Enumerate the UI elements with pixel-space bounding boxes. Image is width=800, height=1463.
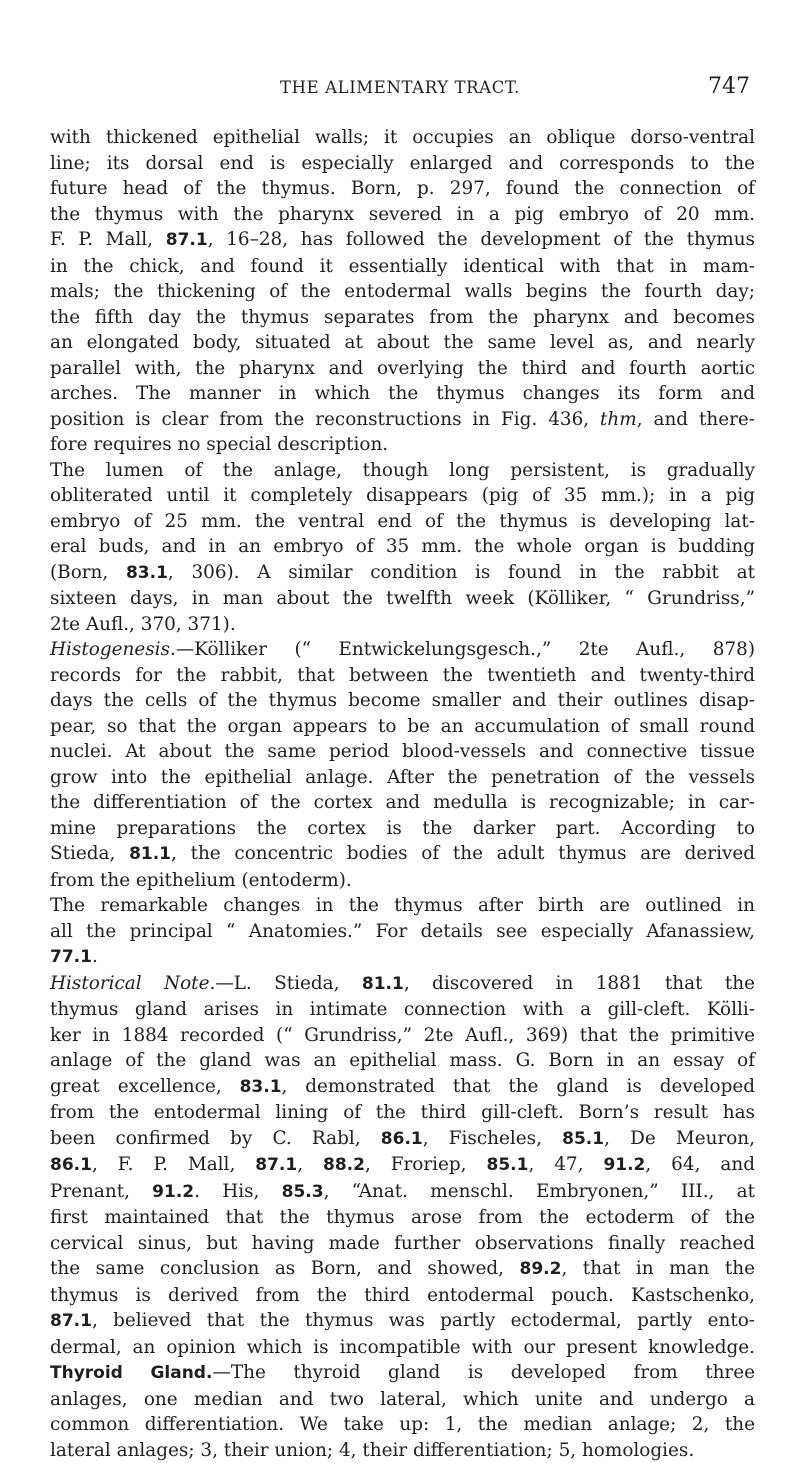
text-run: mine preparations the cortex is the darker part. According to [50,818,755,839]
text-line [50,1283,755,1309]
text-run: fore requires no special description. [50,434,388,455]
citation-ref: 77.1 [50,947,92,967]
text-line [50,125,755,151]
citation-ref: 81.1 [129,844,171,864]
text-run: records for the rabbit, that between the twentieth and twenty-third [50,665,755,686]
text-run: anlages, one median and two lateral, which unite and undergo a [50,1389,755,1410]
text-run: —The thyroid gland is developed from three [212,1362,755,1383]
text-run: , believed that the thymus was partly ectodermal, partly ento- [92,1310,755,1331]
text-run: (Born, [50,562,126,583]
text-line [50,868,755,894]
text-run: Historical Note. [50,973,215,994]
text-run: all the principal “ Anatomies.” For details see especially Afanassiew, [50,921,755,942]
text-run: sixteen days, in man about the twelfth week (Kölliker, “ Grundriss,” [50,588,755,609]
text-line [50,1231,755,1257]
text-line [50,1205,755,1231]
text-run: . His, [194,1181,282,1202]
section-heading: Thyroid Gland. [50,1363,212,1383]
text-line [50,1048,755,1074]
text-line [50,586,755,612]
text-line [50,279,755,305]
text-line [50,1126,755,1153]
text-line [50,483,755,509]
text-run: ker in 1884 recorded (“ Grundriss,” 2te Aufl., 369) that the primitive [50,1025,755,1046]
citation-ref: 83.1 [240,1077,282,1097]
text-run: the differentiation of the cortex and medulla is recognizable; in car- [50,792,755,813]
text-run: future head of the thymus. Born, p. 297, found the connection of [50,178,755,199]
citation-ref: 87.1 [50,1311,92,1331]
text-run: Prenant, [50,1181,152,1202]
text-run: anlage of the gland was an epithelial mass. G. Born in an essay of [50,1050,755,1071]
text-line [50,432,755,458]
text-line [50,765,755,791]
citation-ref: 85.3 [282,1182,324,1202]
text-run: Histogenesis. [50,639,176,660]
text-run: nuclei. At about the same period blood-vessels and connective tissue [50,741,755,762]
text-run: an elongated body, situated at about the same level as, and nearly [50,332,755,353]
text-run: parallel with, the pharynx and overlying the third and fourth aortic [50,358,755,379]
text-run: —L. Stieda, [215,973,362,994]
text-line [50,841,755,868]
text-line [50,1335,755,1361]
text-run: thymus gland arises in intimate connection with a gill-cleft. Kölli- [50,999,755,1020]
text-line [50,254,755,280]
text-line [50,1387,755,1413]
text-run: , 306). A similar condition is found in the rabbit at [168,562,755,583]
text-run: embryo of 25 mm. the ventral end of the thymus is developing lat- [50,511,755,532]
text-run: , Fischeles, [423,1128,562,1149]
text-run: been confirmed by C. Rabl, [50,1128,381,1149]
text-run: , Froriep, [365,1154,487,1175]
text-line [50,458,755,484]
text-run: The remarkable changes in the thymus after birth are outlined in [50,895,755,916]
text-line [50,509,755,535]
citation-ref: 86.1 [381,1129,423,1149]
citation-ref: 83.1 [126,563,168,583]
citation-ref: 81.1 [362,974,404,994]
text-run: , 64, and [645,1154,755,1175]
text-run: Stieda, [50,843,129,864]
text-run: , demonstrated that the gland is developed [282,1076,755,1097]
text-run: the thymus with the pharynx severed in a pig embryo of 20 mm. [50,204,755,225]
text-run: the fifth day the thymus separates from the pharynx and becomes [50,307,755,328]
running-head [50,74,750,104]
text-run: 2te Aufl., 370, 371). [50,614,236,635]
text-run: great excellence, [50,1076,240,1097]
text-line [50,1074,755,1101]
text-line [50,534,755,560]
text-run: , “Anat. menschl. Embryonen,” III., at [324,1181,755,1202]
text-line [50,997,755,1023]
text-run: , 47, [528,1154,603,1175]
text-line [50,739,755,765]
text-run: The lumen of the anlage, though long persistent, is gradually [50,460,755,481]
citation-ref: 85.1 [486,1155,528,1175]
text-line [50,305,755,331]
text-run: , discovered in 1881 that the [404,973,755,994]
text-run: F. P. Mall, [50,229,166,250]
text-line [50,356,755,382]
text-line [50,560,755,587]
text-line [50,612,755,638]
citation-ref: 87.1 [166,230,208,250]
text-run: , F. P. Mall, [92,1154,255,1175]
text-run: from the epithelium (entoderm). [50,870,352,891]
text-run: position is clear from the reconstructions in Fig. 436, [50,409,600,430]
text-line [50,663,755,689]
text-run: line; its dorsal end is especially enlarged and corresponds to the [50,153,755,174]
citation-ref: 89.2 [520,1259,562,1279]
text-run: , the concentric bodies of the adult thymus are derived [171,843,755,864]
text-run: —Kölliker (“ Entwickelungsgesch.,” 2te Aufl., 878) [176,639,755,660]
text-line [50,893,755,919]
citation-ref: 87.1 [255,1155,297,1175]
text-run: , De Meuron, [604,1128,755,1149]
text-line [50,151,755,177]
text-run: cervical sinus, but having made further observations finally reached [50,1233,755,1254]
text-line [50,1023,755,1049]
running-title: THE ALIMENTARY TRACT. [50,78,750,97]
text-run: , [297,1154,323,1175]
text-line [50,407,755,433]
citation-ref: 88.2 [323,1155,365,1175]
text-line [50,381,755,407]
text-line [50,1360,755,1387]
citation-ref: 85.1 [562,1129,604,1149]
citation-ref: 86.1 [50,1155,92,1175]
text-line [50,688,755,714]
text-line [50,1308,755,1335]
text-run: in the chick, and found it essentially identical with that in mam- [50,256,755,277]
text-line [50,790,755,816]
text-run: days the cells of the thymus become smaller and their outlines disap- [50,690,755,711]
text-line [50,816,755,842]
citation-ref: 91.2 [152,1182,194,1202]
text-run: , and there- [637,409,755,430]
text-run: obliterated until it completely disappears (pig of 35 mm.); in a pig [50,485,755,506]
text-line [50,971,755,998]
text-line [50,714,755,740]
citation-ref: 91.2 [603,1155,645,1175]
text-line [50,1438,755,1463]
page-number: 747 [708,74,750,99]
text-run: with thickened epithelial walls; it occupies an oblique dorso-ventral [50,127,755,148]
text-line [50,1152,755,1179]
text-run: first maintained that the thymus arose from the ectoderm of the [50,1207,755,1228]
text-line [50,176,755,202]
text-run: eral buds, and in an embryo of 35 mm. the whole organ is budding [50,536,755,557]
text-run: thm [600,409,637,430]
text-line [50,1179,755,1206]
text-line [50,919,755,945]
text-run: . [92,946,98,967]
text-line [50,637,755,663]
text-line [50,1412,755,1438]
text-line [50,944,755,971]
text-run: dermal, an opinion which is incompatible with our present knowledge. [50,1337,755,1358]
body-text [50,125,755,1463]
text-line [50,1100,755,1126]
text-run: arches. The manner in which the thymus changes its form and [50,383,755,404]
text-run: thymus is derived from the third entodermal pouch. Kastschenko, [50,1285,755,1306]
text-line [50,227,755,254]
text-line [50,330,755,356]
text-run: the same conclusion as Born, and showed, [50,1258,520,1279]
text-run: common differentiation. We take up: 1, the median anlage; 2, the [50,1414,755,1435]
text-run: pear, so that the organ appears to be an accumulation of small round [50,716,755,737]
text-run: , that in man the [561,1258,755,1279]
text-run: mals; the thickening of the entodermal walls begins the fourth day; [50,281,755,302]
text-run: lateral anlages; 3, their union; 4, their differentiation; 5, homologies. [50,1440,694,1461]
text-run: from the entodermal lining of the third gill-cleft. Born’s result has [50,1102,755,1123]
text-line [50,1256,755,1283]
text-run: , 16–28, has followed the development of the thymus [208,229,755,250]
text-line [50,202,755,228]
text-run: grow into the epithelial anlage. After the penetration of the vessels [50,767,755,788]
